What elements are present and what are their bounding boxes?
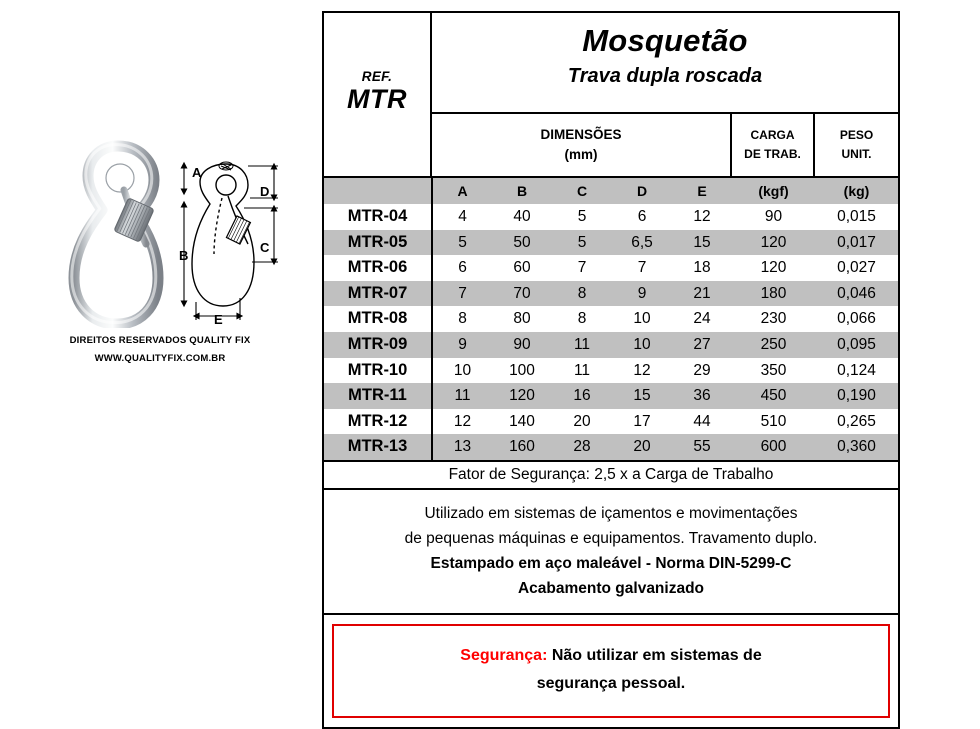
cell-kg: 0,360 [815,434,898,460]
cell-kgf: 250 [732,332,815,358]
cell-kgf: 450 [732,383,815,409]
cell-d: 10 [612,332,672,358]
load-label-line1: CARGA [750,128,795,143]
cell-d: 6 [637,208,647,225]
ref-label: REF. [361,68,393,84]
cell-b: 120 [492,383,552,409]
row-reference: MTR-07 [324,281,432,307]
ref-code: MTR [347,83,407,114]
safety-warning-box [332,624,890,718]
cell-kg: 0,265 [837,412,876,430]
table-body [324,204,898,460]
title-block [432,13,898,114]
cell-d: 15 [612,383,672,409]
cell-b: 160 [492,434,552,460]
row-reference: MTR-10 [324,358,432,384]
load-label-line2: DE TRAB. [744,147,801,161]
dimensions-label: DIMENSÕES [540,126,622,142]
table-row [324,332,898,358]
cell-d: 7 [637,259,647,277]
description-block [324,490,898,615]
cell-a: 5 [432,230,492,256]
column-header-kg: (kg) [815,177,898,204]
warning-line-2: segurança pessoal. [536,674,686,692]
reference-cell [324,13,432,176]
dimensions-group-header [432,114,732,176]
warning-keyword: Segurança: [460,646,548,664]
cell-c: 28 [552,434,612,460]
cell-d: 9 [612,281,672,307]
cell-a: 8 [458,310,467,328]
cell-b: 100 [509,361,535,379]
column-header-ref [324,177,432,204]
cell-d: 12 [633,361,651,379]
cell-e: 12 [693,208,711,225]
row-reference: MTR-09 [324,332,432,358]
dimensions-unit: (mm) [564,147,598,162]
product-subtitle: Trava dupla roscada [567,64,763,87]
table-row [324,281,898,307]
load-group-header [732,114,815,176]
warning-line-1 [334,642,888,670]
cell-c: 8 [552,281,612,307]
cell-kgf: 230 [760,310,787,328]
column-header-a: A [432,177,492,204]
cell-e: 55 [672,434,732,460]
table-row [324,409,898,435]
row-reference: MTR-08 [324,306,432,332]
dimension-label-b: B [179,248,189,263]
cell-kgf: 180 [732,281,815,307]
cell-a: 10 [453,361,472,379]
cell-e: 21 [672,281,732,307]
copyright-notice [0,332,320,368]
cell-e: 29 [693,361,711,379]
description-line-1: Utilizado em sistemas de içamentos e movimentações [424,504,798,522]
row-reference: MTR-13 [324,434,432,460]
cell-c: 11 [573,361,591,379]
cell-d: 6,5 [612,230,672,256]
table-row [324,358,898,384]
cell-e: 27 [672,332,732,358]
cell-a: 11 [432,383,492,409]
product-title: Mosquetão [582,23,748,58]
cell-kgf: 120 [732,230,815,256]
cell-kgf: 600 [732,434,815,460]
row-reference: MTR-05 [324,230,432,256]
cell-kg: 0,015 [837,208,876,225]
datasheet-header [324,13,898,176]
table-row [324,255,898,281]
cell-c: 7 [577,259,587,277]
cell-c: 8 [577,310,587,328]
safety-factor-row: Fator de Segurança: 2,5 x a Carga de Trabalho [324,460,898,490]
weight-group-header [815,114,898,176]
warning-text-1: Não utilizar em sistemas de [547,646,762,664]
cell-e: 44 [693,412,711,430]
cell-kg: 0,046 [815,281,898,307]
group-header-row [432,114,898,176]
table-row [324,383,898,409]
specifications-table [324,176,898,460]
cell-kgf: 120 [760,259,787,277]
cell-b: 60 [513,259,531,277]
cell-c: 5 [552,230,612,256]
cell-d: 10 [633,310,651,328]
weight-label-line1: PESO [839,128,874,143]
cell-kgf: 350 [760,361,787,379]
cell-a: 9 [432,332,492,358]
table-row [324,204,898,230]
dimension-label-e: E [214,312,223,327]
cell-kgf: 510 [760,412,787,430]
table-row [324,230,898,256]
cell-kg: 0,190 [815,383,898,409]
cell-d: 20 [612,434,672,460]
column-header-e: E [672,177,732,204]
cell-kg: 0,095 [815,332,898,358]
cell-e: 24 [693,310,711,328]
cell-c: 11 [552,332,612,358]
left-illustration-panel [0,0,320,705]
cell-c: 20 [573,412,591,430]
column-header-d: D [612,177,672,204]
carabiner-dimension-drawing [178,152,296,328]
dimension-label-d: D [260,184,270,199]
cell-a: 4 [458,208,467,225]
cell-e: 18 [693,259,711,277]
cell-kg: 0,027 [837,259,876,277]
cell-a: 13 [432,434,492,460]
table-header-row [324,177,898,204]
cell-a: 6 [458,259,467,277]
cell-kg: 0,066 [837,310,876,328]
cell-d: 17 [633,412,651,430]
table-row [324,434,898,460]
cell-e: 15 [672,230,732,256]
website-url: WWW.QUALITYFIX.COM.BR [94,353,226,364]
cell-b: 50 [492,230,552,256]
cell-c: 5 [577,208,587,225]
description-line-4: Acabamento galvanizado [517,579,705,597]
cell-b: 140 [509,412,535,430]
weight-label-line2: UNIT. [841,147,872,161]
table-row [324,306,898,332]
row-reference: MTR-04 [324,204,432,230]
column-header-b: B [492,177,552,204]
copyright-line: DIREITOS RESERVADOS QUALITY FIX [69,335,251,346]
column-header-c: C [552,177,612,204]
description-line-2: de pequenas máquinas e equipamentos. Travamento duplo. [404,529,818,547]
dimension-label-c: C [260,240,270,255]
cell-a: 12 [453,412,472,430]
cell-kgf: 90 [764,208,783,225]
cell-b: 70 [492,281,552,307]
carabiner-photo [62,132,174,328]
row-reference: MTR-11 [324,383,432,409]
cell-e: 36 [672,383,732,409]
cell-b: 80 [513,310,531,328]
dimension-label-a: A [192,165,202,180]
cell-a: 7 [432,281,492,307]
cell-kg: 0,017 [815,230,898,256]
description-line-3: Estampado em aço maleável - Norma DIN-5299-C [430,554,792,572]
row-reference: MTR-12 [324,409,432,435]
cell-b: 40 [513,208,531,225]
product-datasheet [322,11,900,729]
cell-c: 16 [552,383,612,409]
cell-b: 90 [492,332,552,358]
row-reference: MTR-06 [324,255,432,281]
column-header-kgf: (kgf) [732,177,815,204]
cell-kg: 0,124 [837,361,876,379]
